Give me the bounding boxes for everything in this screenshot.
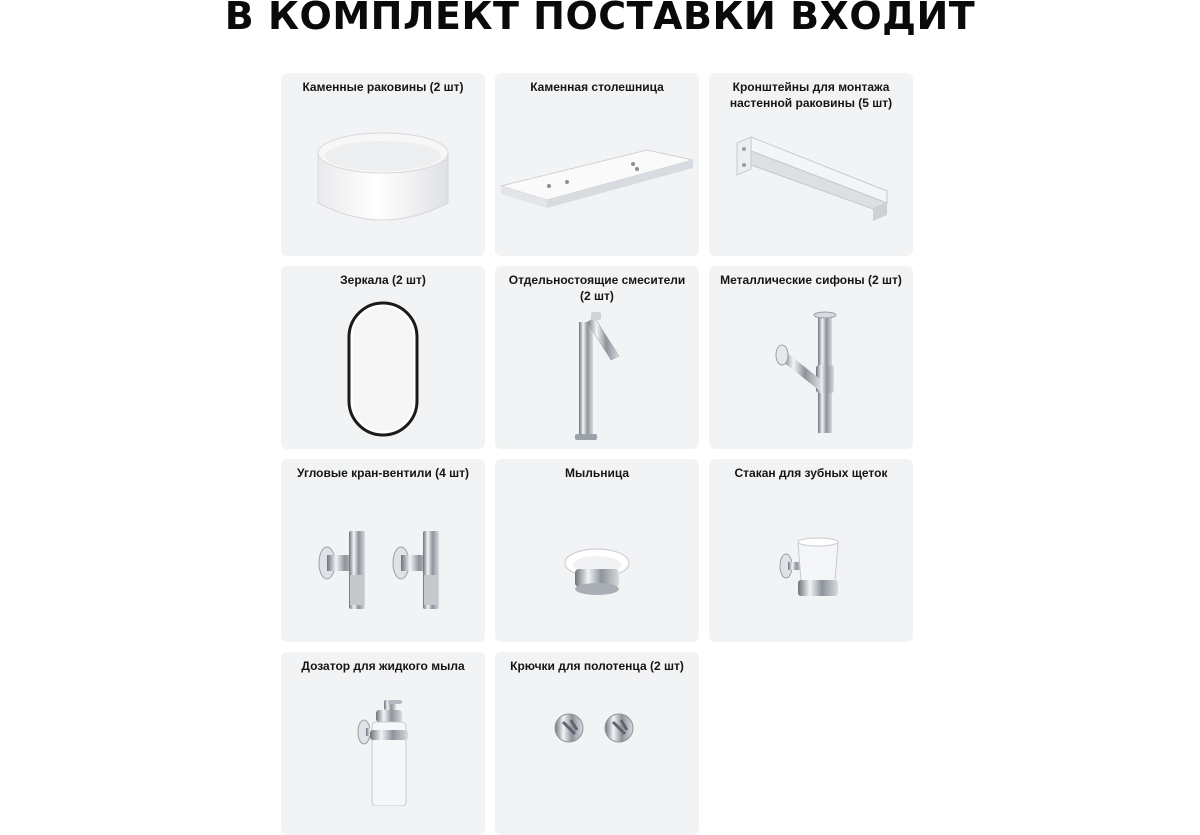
page-title: В КОМПЛЕКТ ПОСТАВКИ ВХОДИТ xyxy=(224,0,976,38)
item-card-stone-sinks xyxy=(281,73,485,256)
item-label: Угловые кран-вентили (4 шт) xyxy=(297,466,469,480)
item-card-towel-hooks xyxy=(495,652,699,835)
countertop-icon xyxy=(497,130,697,230)
item-label: Кронштейны для монтажа настенной раковины (5 шт) xyxy=(729,80,893,110)
siphon-icon xyxy=(766,309,856,439)
item-label: Стакан для зубных щеток xyxy=(734,466,888,480)
soap-dish-icon xyxy=(557,537,637,607)
mirror-icon xyxy=(343,299,423,439)
faucet-icon xyxy=(557,308,637,443)
item-card-soap-dispenser xyxy=(281,652,485,835)
bracket-icon xyxy=(721,129,901,239)
towel-hook-icon xyxy=(547,706,647,756)
angle-valve-icon xyxy=(303,527,463,617)
stone-sink-icon xyxy=(308,125,458,235)
kit-contents-grid xyxy=(281,73,913,835)
item-label: Металлические сифоны (2 шт) xyxy=(720,273,902,287)
toothbrush-glass-icon xyxy=(776,532,846,612)
item-label: Дозатор для жидкого мыла xyxy=(301,659,465,673)
item-card-angle-valves xyxy=(281,459,485,642)
item-card-toothbrush-glass xyxy=(709,459,913,642)
item-label: Крючки для полотенца (2 шт) xyxy=(510,659,684,673)
item-label: Зеркала (2 шт) xyxy=(340,273,426,287)
item-card-siphons xyxy=(709,266,913,449)
item-card-mirrors xyxy=(281,266,485,449)
item-label: Мыльница xyxy=(564,466,630,480)
item-card-soap-dish xyxy=(495,459,699,642)
item-label: Каменные раковины (2 шт) xyxy=(302,80,464,94)
item-card-brackets xyxy=(709,73,913,256)
item-label: Каменная столешница xyxy=(530,80,664,94)
item-card-faucets xyxy=(495,266,699,449)
item-label: Отдельностоящие смесители (2 шт) xyxy=(508,273,686,303)
soap-dispenser-icon xyxy=(348,696,418,806)
item-card-countertop xyxy=(495,73,699,256)
